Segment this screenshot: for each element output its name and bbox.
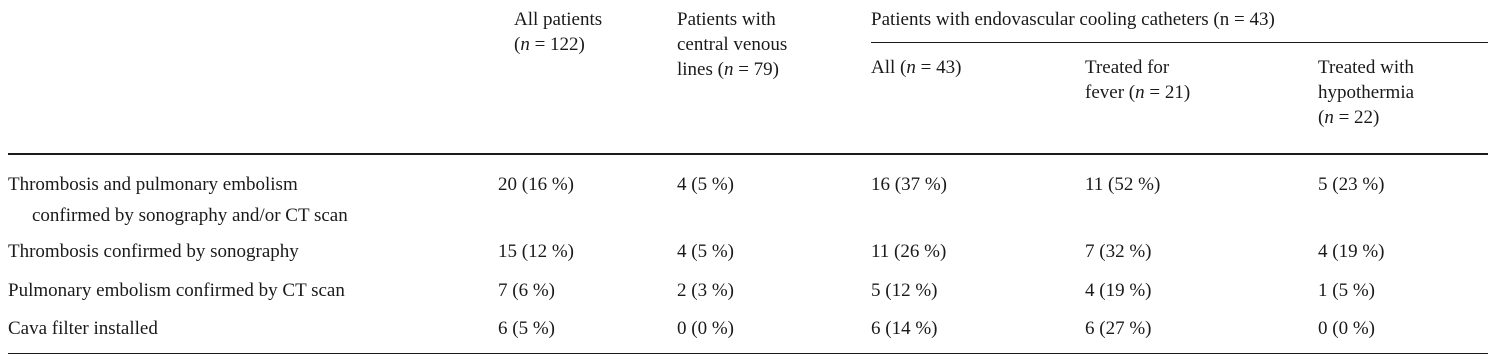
cell-treated-fever: 11 (52 %) — [1085, 174, 1161, 195]
cell-all-cooling: 16 (37 %) — [871, 174, 947, 195]
table-bottom-rule — [8, 353, 1488, 354]
cell-all-patients: 6 (5 %) — [498, 318, 555, 339]
cell-central-venous: 4 (5 %) — [677, 241, 734, 262]
header-rule — [8, 153, 1488, 155]
cell-treated-hypothermia: 1 (5 %) — [1318, 280, 1375, 301]
cell-all-patients: 7 (6 %) — [498, 280, 555, 301]
cell-central-venous: 0 (0 %) — [677, 318, 734, 339]
cell-all-patients: 15 (12 %) — [498, 241, 574, 262]
row-label: Thrombosis confirmed by sonography — [8, 241, 299, 262]
cell-treated-hypothermia: 5 (23 %) — [1318, 174, 1385, 195]
header-all-cooling — [871, 55, 961, 80]
cell-treated-fever: 4 (19 %) — [1085, 280, 1152, 301]
header-central-venous — [677, 7, 787, 82]
cell-central-venous: 2 (3 %) — [677, 280, 734, 301]
cell-all-cooling: 6 (14 %) — [871, 318, 938, 339]
group-header-rule — [871, 42, 1488, 43]
cell-all-cooling: 5 (12 %) — [871, 280, 938, 301]
row-label: Pulmonary embolism confirmed by CT scan — [8, 280, 345, 301]
header-treated-fever-line2: fever (n = 21) — [1085, 82, 1191, 103]
header-all-patients — [514, 7, 602, 57]
cell-all-cooling: 11 (26 %) — [871, 241, 947, 262]
cell-treated-fever: 6 (27 %) — [1085, 318, 1152, 339]
header-treated-hypothermia-line3: (n = 22) — [1318, 107, 1380, 128]
header-treated-hypothermia — [1318, 55, 1414, 130]
header-central-venous-line3: lines (n = 79) — [677, 59, 780, 80]
cell-central-venous: 4 (5 %) — [677, 174, 734, 195]
header-central-venous-line2: central venous — [677, 34, 788, 55]
header-all-patients-line1: All patients — [514, 9, 603, 30]
header-treated-fever — [1085, 55, 1190, 105]
cell-treated-fever: 7 (32 %) — [1085, 241, 1152, 262]
header-all-cooling-line1: All (n = 43) — [871, 57, 962, 78]
cell-treated-hypothermia: 0 (0 %) — [1318, 318, 1375, 339]
row-label: Thrombosis and pulmonary embolism — [8, 174, 298, 195]
row-label-continuation: confirmed by sonography and/or CT scan — [32, 205, 348, 226]
cell-treated-hypothermia: 4 (19 %) — [1318, 241, 1385, 262]
header-group-cooling-catheters: Patients with endovascular cooling catheters (n = 43) — [871, 9, 1275, 30]
header-treated-hypothermia-line1: Treated with — [1318, 57, 1414, 78]
cell-all-patients: 20 (16 %) — [498, 174, 574, 195]
header-treated-fever-line1: Treated for — [1085, 57, 1170, 78]
header-central-venous-line1: Patients with — [677, 9, 776, 30]
header-all-patients-line2: (n = 122) — [514, 34, 585, 55]
header-treated-hypothermia-line2: hypothermia — [1318, 82, 1415, 103]
row-label: Cava filter installed — [8, 318, 158, 339]
